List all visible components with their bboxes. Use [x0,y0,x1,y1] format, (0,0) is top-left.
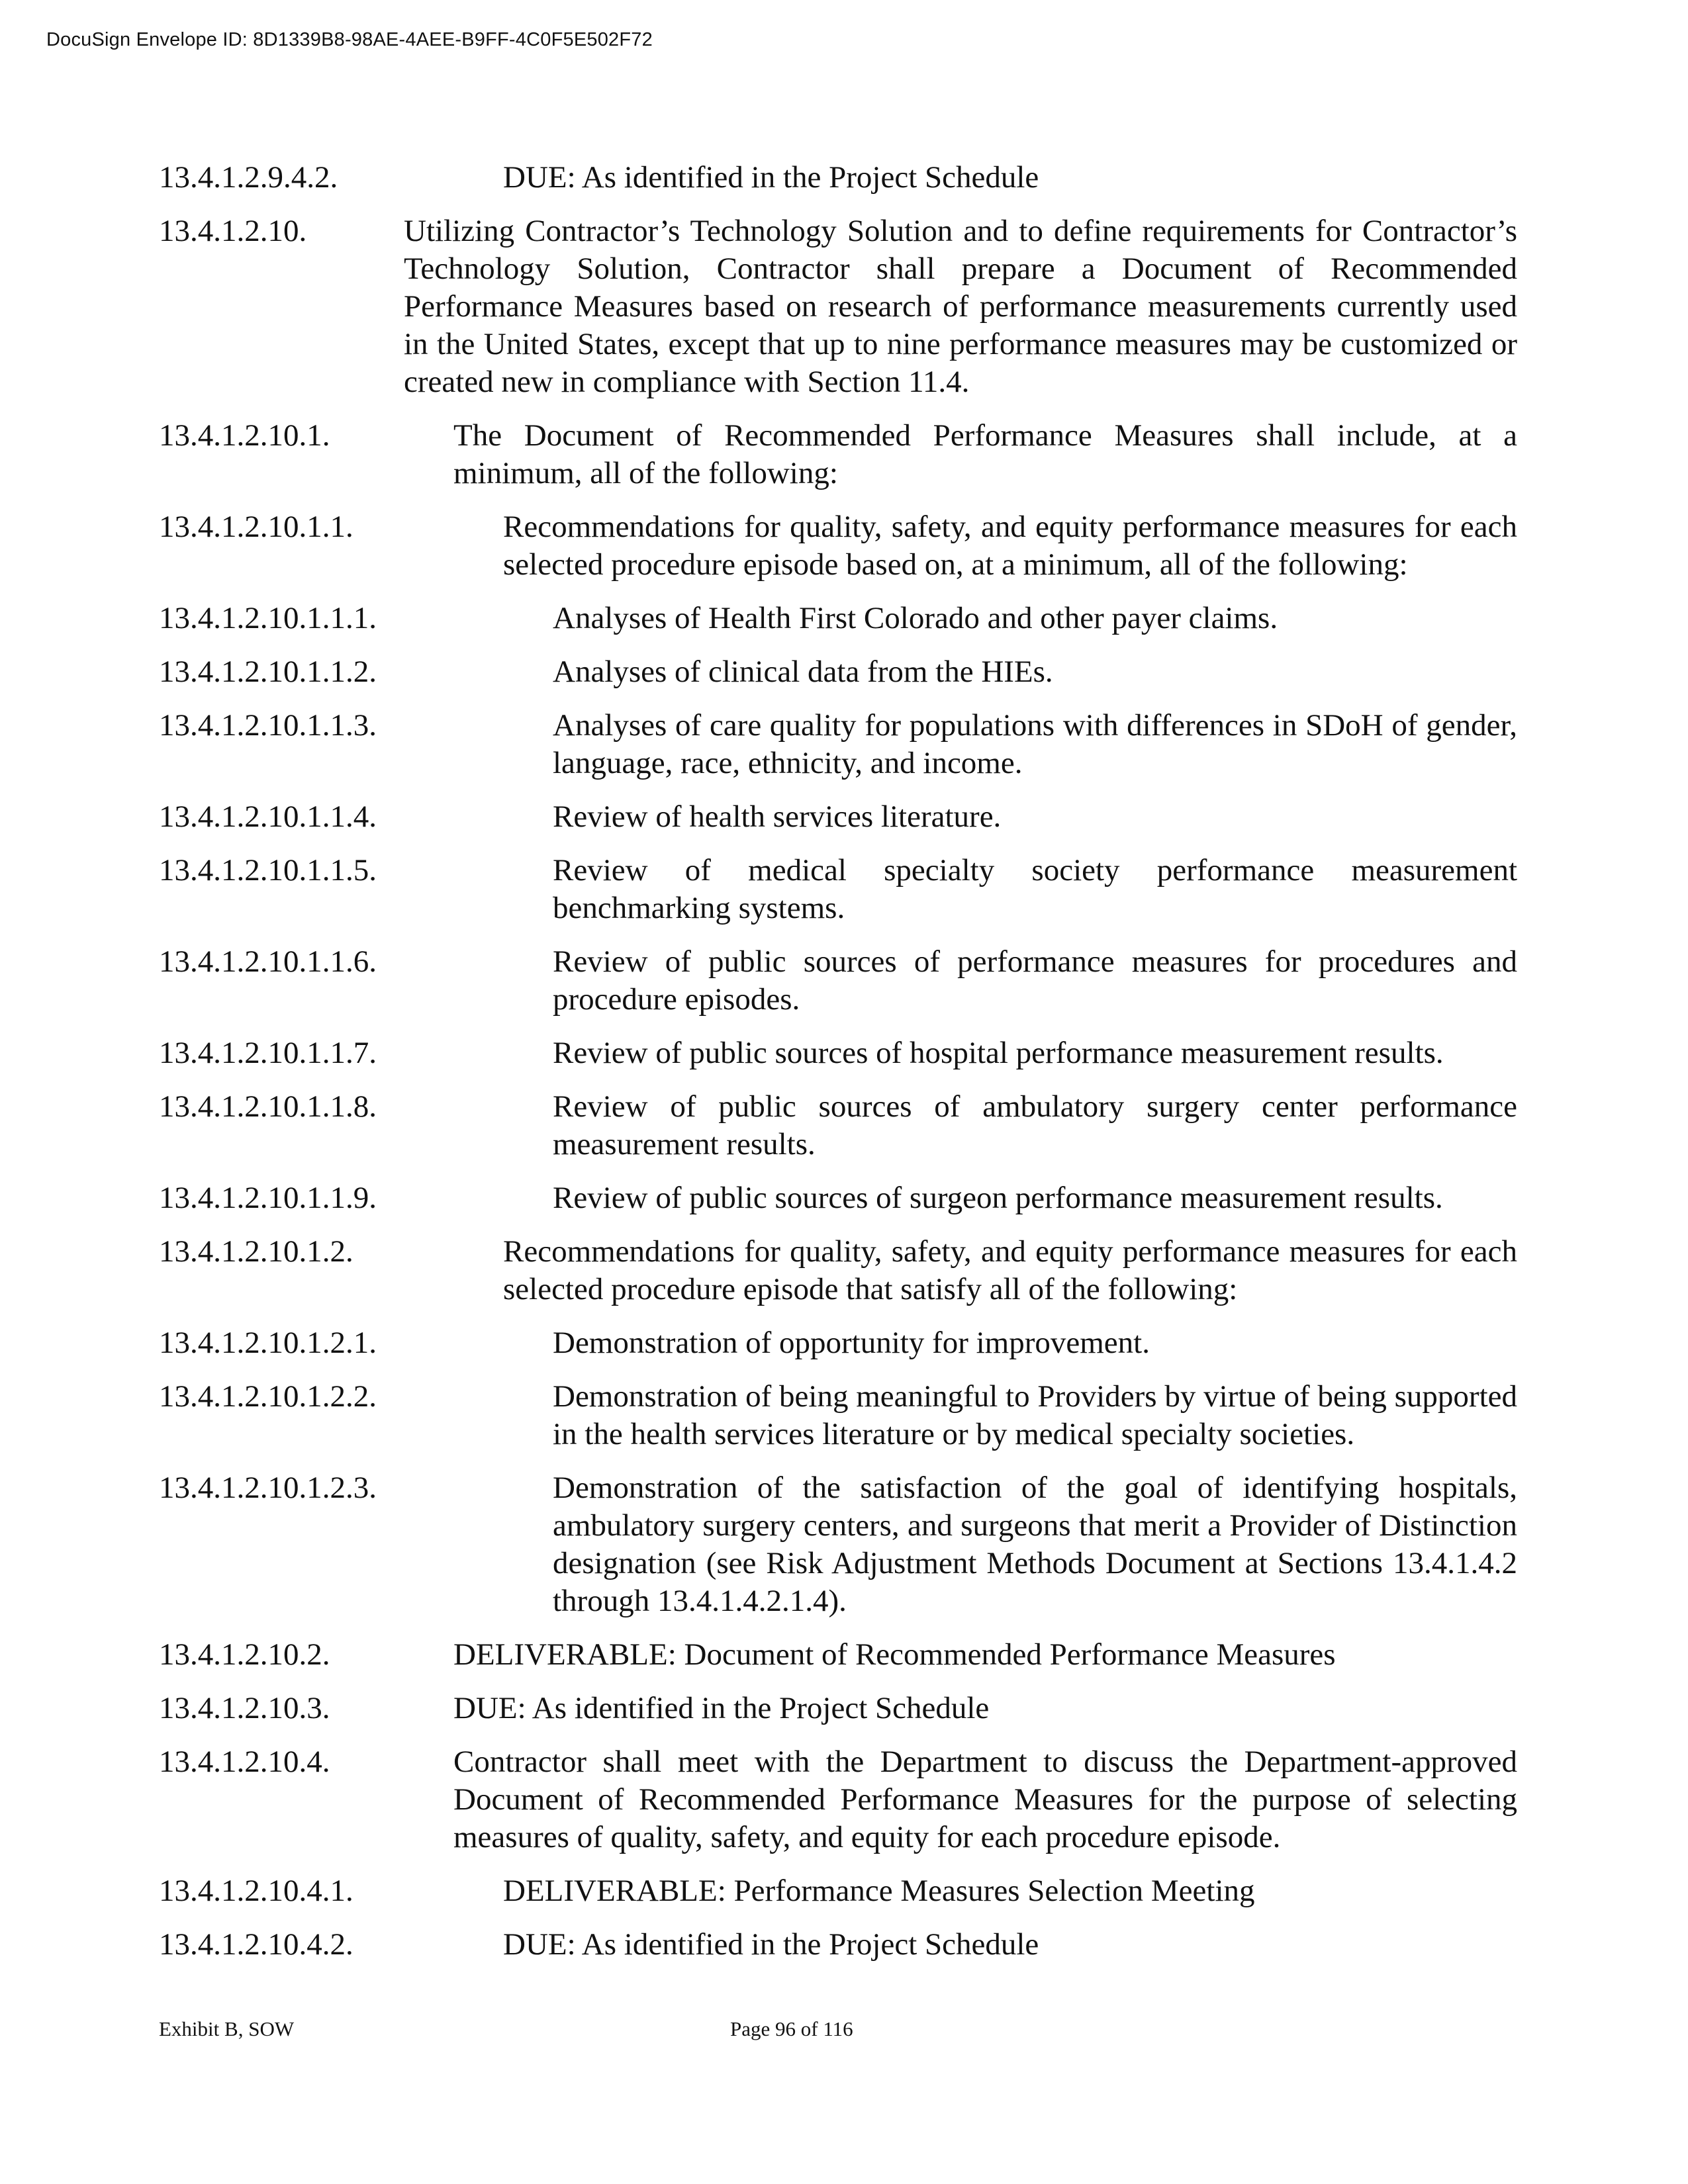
section-number: 13.4.1.2.10. [159,214,307,248]
section-text: Demonstration of being meaningful to Providers by virtue of being supported in the health services literature or by medical specialty societies. [553,1379,1517,1451]
section-item [159,1636,1517,1674]
section-number: 13.4.1.2.10.4. [159,1745,330,1779]
section-number: 13.4.1.2.10.1.1.2. [159,655,377,689]
document-body [159,159,1517,1979]
section-item [159,1034,1517,1072]
footer-page-number: Page 96 of 116 [730,2017,853,2040]
section-text: Review of health services literature. [553,799,1002,834]
section-item [159,600,1517,637]
section-number: 13.4.1.2.10.1.1.6. [159,944,377,979]
section-item [159,1088,1517,1163]
section-item [159,1743,1517,1856]
section-text: Review of public sources of ambulatory surgery center performance measurement results. [553,1089,1517,1161]
section-text: Analyses of care quality for populations with differences in SDoH of gender, language, race, ethnicity, and income. [553,708,1517,780]
section-item [159,1233,1517,1308]
section-item [159,1926,1517,1964]
section-number: 13.4.1.2.10.1.2.3. [159,1471,377,1505]
section-text: Review of public sources of performance measures for procedures and procedure episodes. [553,944,1517,1017]
section-text: Analyses of Health First Colorado and other payer claims. [553,601,1278,635]
section-item [159,1378,1517,1453]
section-item [159,707,1517,782]
footer-exhibit-label: Exhibit B, SOW [159,2017,295,2040]
section-item [159,1324,1517,1362]
section-item [159,159,1517,197]
section-item [159,653,1517,691]
section-number: 13.4.1.2.10.1.2.1. [159,1326,377,1360]
section-text: Recommendations for quality, safety, and equity performance measures for each selected procedure episode that satisfy all of the following: [503,1234,1517,1306]
section-number: 13.4.1.2.10.1. [159,418,330,453]
section-number: 13.4.1.2.10.3. [159,1691,330,1725]
section-number: 13.4.1.2.10.4.2. [159,1927,353,1962]
section-number: 13.4.1.2.10.1.2.2. [159,1379,377,1414]
section-text: Demonstration of the satisfaction of the goal of identifying hospitals, ambulatory surgery centers, and surgeons that merit a Provider of Distinction designation (see Risk Adjustment Methods Document at Sections 13.4.1.4.2 through 13.4.1.4.2.1.4). [553,1471,1517,1618]
section-number: 13.4.1.2.10.1.1.9. [159,1181,377,1215]
section-text: Demonstration of opportunity for improvement. [553,1326,1150,1360]
section-item [159,798,1517,836]
section-item [159,417,1517,492]
section-item [159,943,1517,1019]
section-text: Contractor shall meet with the Department to discuss the Department-approved Document of Recommended Performance Measures for the purpose of selecting measures of quality, safety, and equity for each procedure episode. [453,1745,1517,1854]
section-text: DUE: As identified in the Project Schedule [503,160,1039,195]
section-number: 13.4.1.2.10.1.1.5. [159,853,377,887]
section-number: 13.4.1.2.10.1.1.1. [159,601,377,635]
section-item [159,1690,1517,1727]
section-text: Recommendations for quality, safety, and equity performance measures for each selected procedure episode based on, at a minimum, all of the following: [503,510,1517,582]
section-text: DUE: As identified in the Project Schedule [453,1691,990,1725]
section-number: 13.4.1.2.10.1.1. [159,510,353,544]
section-item [159,852,1517,927]
section-number: 13.4.1.2.9.4.2. [159,160,338,195]
section-number: 13.4.1.2.10.1.1.7. [159,1036,377,1070]
section-text: Utilizing Contractor’s Technology Solution and to define requirements for Contractor’s Technology Solution, Contractor shall prepare a Document of Recommended Performance Measures based on research of performance measurements currently used in the United States, except that up to nine performance measures may be customized or created new in compliance with Section 11.4. [404,214,1517,399]
section-text: Review of public sources of hospital performance measurement results. [553,1036,1444,1070]
section-number: 13.4.1.2.10.1.1.4. [159,799,377,834]
section-text: Review of public sources of surgeon performance measurement results. [553,1181,1443,1215]
section-text: Analyses of clinical data from the HIEs. [553,655,1053,689]
section-text: DELIVERABLE: Document of Recommended Performance Measures [453,1637,1336,1672]
section-text: DUE: As identified in the Project Schedule [503,1927,1039,1962]
section-text: DELIVERABLE: Performance Measures Selection Meeting [503,1874,1255,1908]
section-item [159,508,1517,584]
section-number: 13.4.1.2.10.1.1.8. [159,1089,377,1124]
section-number: 13.4.1.2.10.4.1. [159,1874,353,1908]
section-text: The Document of Recommended Performance Measures shall include, at a minimum, all of the following: [453,418,1517,490]
section-item [159,1469,1517,1620]
section-item [159,1179,1517,1217]
section-number: 13.4.1.2.10.1.2. [159,1234,353,1269]
section-text: Review of medical specialty society performance measurement benchmarking systems. [553,853,1517,925]
section-item [159,1872,1517,1910]
envelope-id: DocuSign Envelope ID: 8D1339B8-98AE-4AEE-B9FF-4C0F5E502F72 [46,29,653,50]
section-number: 13.4.1.2.10.2. [159,1637,330,1672]
section-item [159,212,1517,401]
section-number: 13.4.1.2.10.1.1.3. [159,708,377,743]
